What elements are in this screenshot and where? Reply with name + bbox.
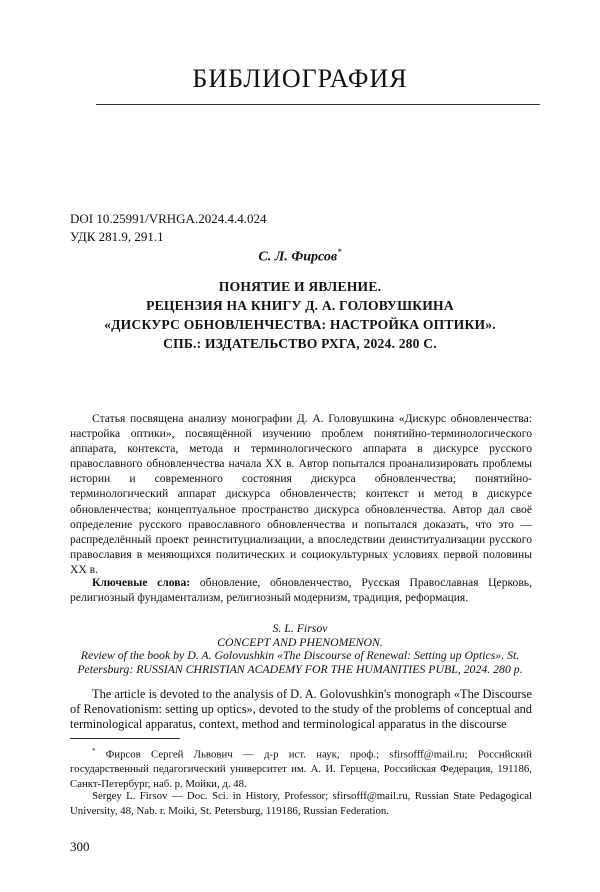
page-number: 300: [70, 839, 90, 854]
title-line-2: РЕЦЕНЗИЯ НА КНИГУ Д. А. ГОЛОВУШКИНА: [146, 298, 454, 313]
section-rule: [96, 104, 540, 105]
doi-line: DOI 10.25991/VRHGA.2024.4.4.024: [70, 211, 267, 226]
abstract-ru: Статья посвящена анализу монографии Д. А. Головушкина «Дискурс обновленчества: настройка оптики», посвящённой изучению проблем понятийно-терминологического аппарата, контекста, метода и терминологического аппарата в дискурсе русского православного обновленчества начала XX в. Автор попытался проанализировать проблемы истории и современного состояния дискурса обновленчества; понятийно-терминологический аппарат дискурса обновленчеств; контекст и метод в дискурсе обновленчества; концептуальное пространство дискурса обновленчества. Автор дал своё определение русского православного обновленчества и попытался доказать, что это — распределённый проект реинституциализации, а впоследствии деинституализации русского православия в меняющихся политических и социокультурных условиях первой половины XX в.: [70, 412, 532, 576]
title-line-3: «ДИСКУРС ОБНОВЛЕНЧЕСТВА: НАСТРОЙКА ОПТИКИ».: [104, 317, 496, 332]
title-line-1: ПОНЯТИЕ И ЯВЛЕНИЕ.: [218, 279, 382, 294]
author-name: [0, 247, 600, 266]
udk-line: УДК 281.9, 291.1: [70, 229, 164, 244]
english-header: [60, 622, 540, 676]
author-footnote-mark: *: [337, 247, 342, 257]
section-title: БИБЛИОГРАФИЯ: [192, 64, 408, 93]
footnote-rule: [70, 738, 180, 739]
title-line-4: СПБ.: ИЗДАТЕЛЬСТВО РХГА, 2024. 280 С.: [163, 336, 437, 351]
footnote-en: Sergey L. Firsov — Doc. Sci. in History, Professor; sfirsofff@mail.ru, Russian State Pedagogical University, 48, Nab. r. Moiki, St. Petersburg, 119186, Russian Federation.: [70, 790, 532, 817]
footnote-ru-text: Фирсов Сергей Львович — д-р ист. наук, проф.; sfirsofff@mail.ru; Российский государственный педагогический университет им. А. И. Герцена, Российская Федерация, 191186, Санкт-Петербург, наб. р. Мойки, д. 48.: [70, 748, 532, 791]
english-author: S. L. Firsov: [272, 621, 328, 635]
footnote-mark: *: [92, 747, 96, 755]
footnote-ru: [70, 744, 532, 792]
author-text: С. Л. Фирсов: [258, 249, 338, 265]
english-review-line-1: Review of the book by D. A. Golovushkin «The Discourse of Renewal: Setting up Optics». St.: [80, 648, 520, 663]
keywords-label: Ключевые слова:: [92, 576, 191, 589]
keywords-ru: [70, 575, 532, 605]
english-abstract: The article is devoted to the analysis of D. A. Golovushkin's monograph «The Discourse of Renovationism: setting up optics», devoted to the study of the problems of conceptual and terminological apparatus, context, method and terminological apparatus in the discourse: [70, 687, 532, 732]
article-title: [40, 277, 560, 353]
english-review-line-2: Petersburg: RUSSIAN CHRISTIAN ACADEMY FOR THE HUMANITIES PUBL, 2024. 280 p.: [77, 661, 523, 676]
keywords-text: обновление, обновленчество, Русская Православная Церковь, религиозный фундаментализм, религиозный модернизм, традиция, реформация.: [70, 576, 532, 605]
english-title: CONCEPT AND PHENOMENON.: [217, 634, 383, 649]
